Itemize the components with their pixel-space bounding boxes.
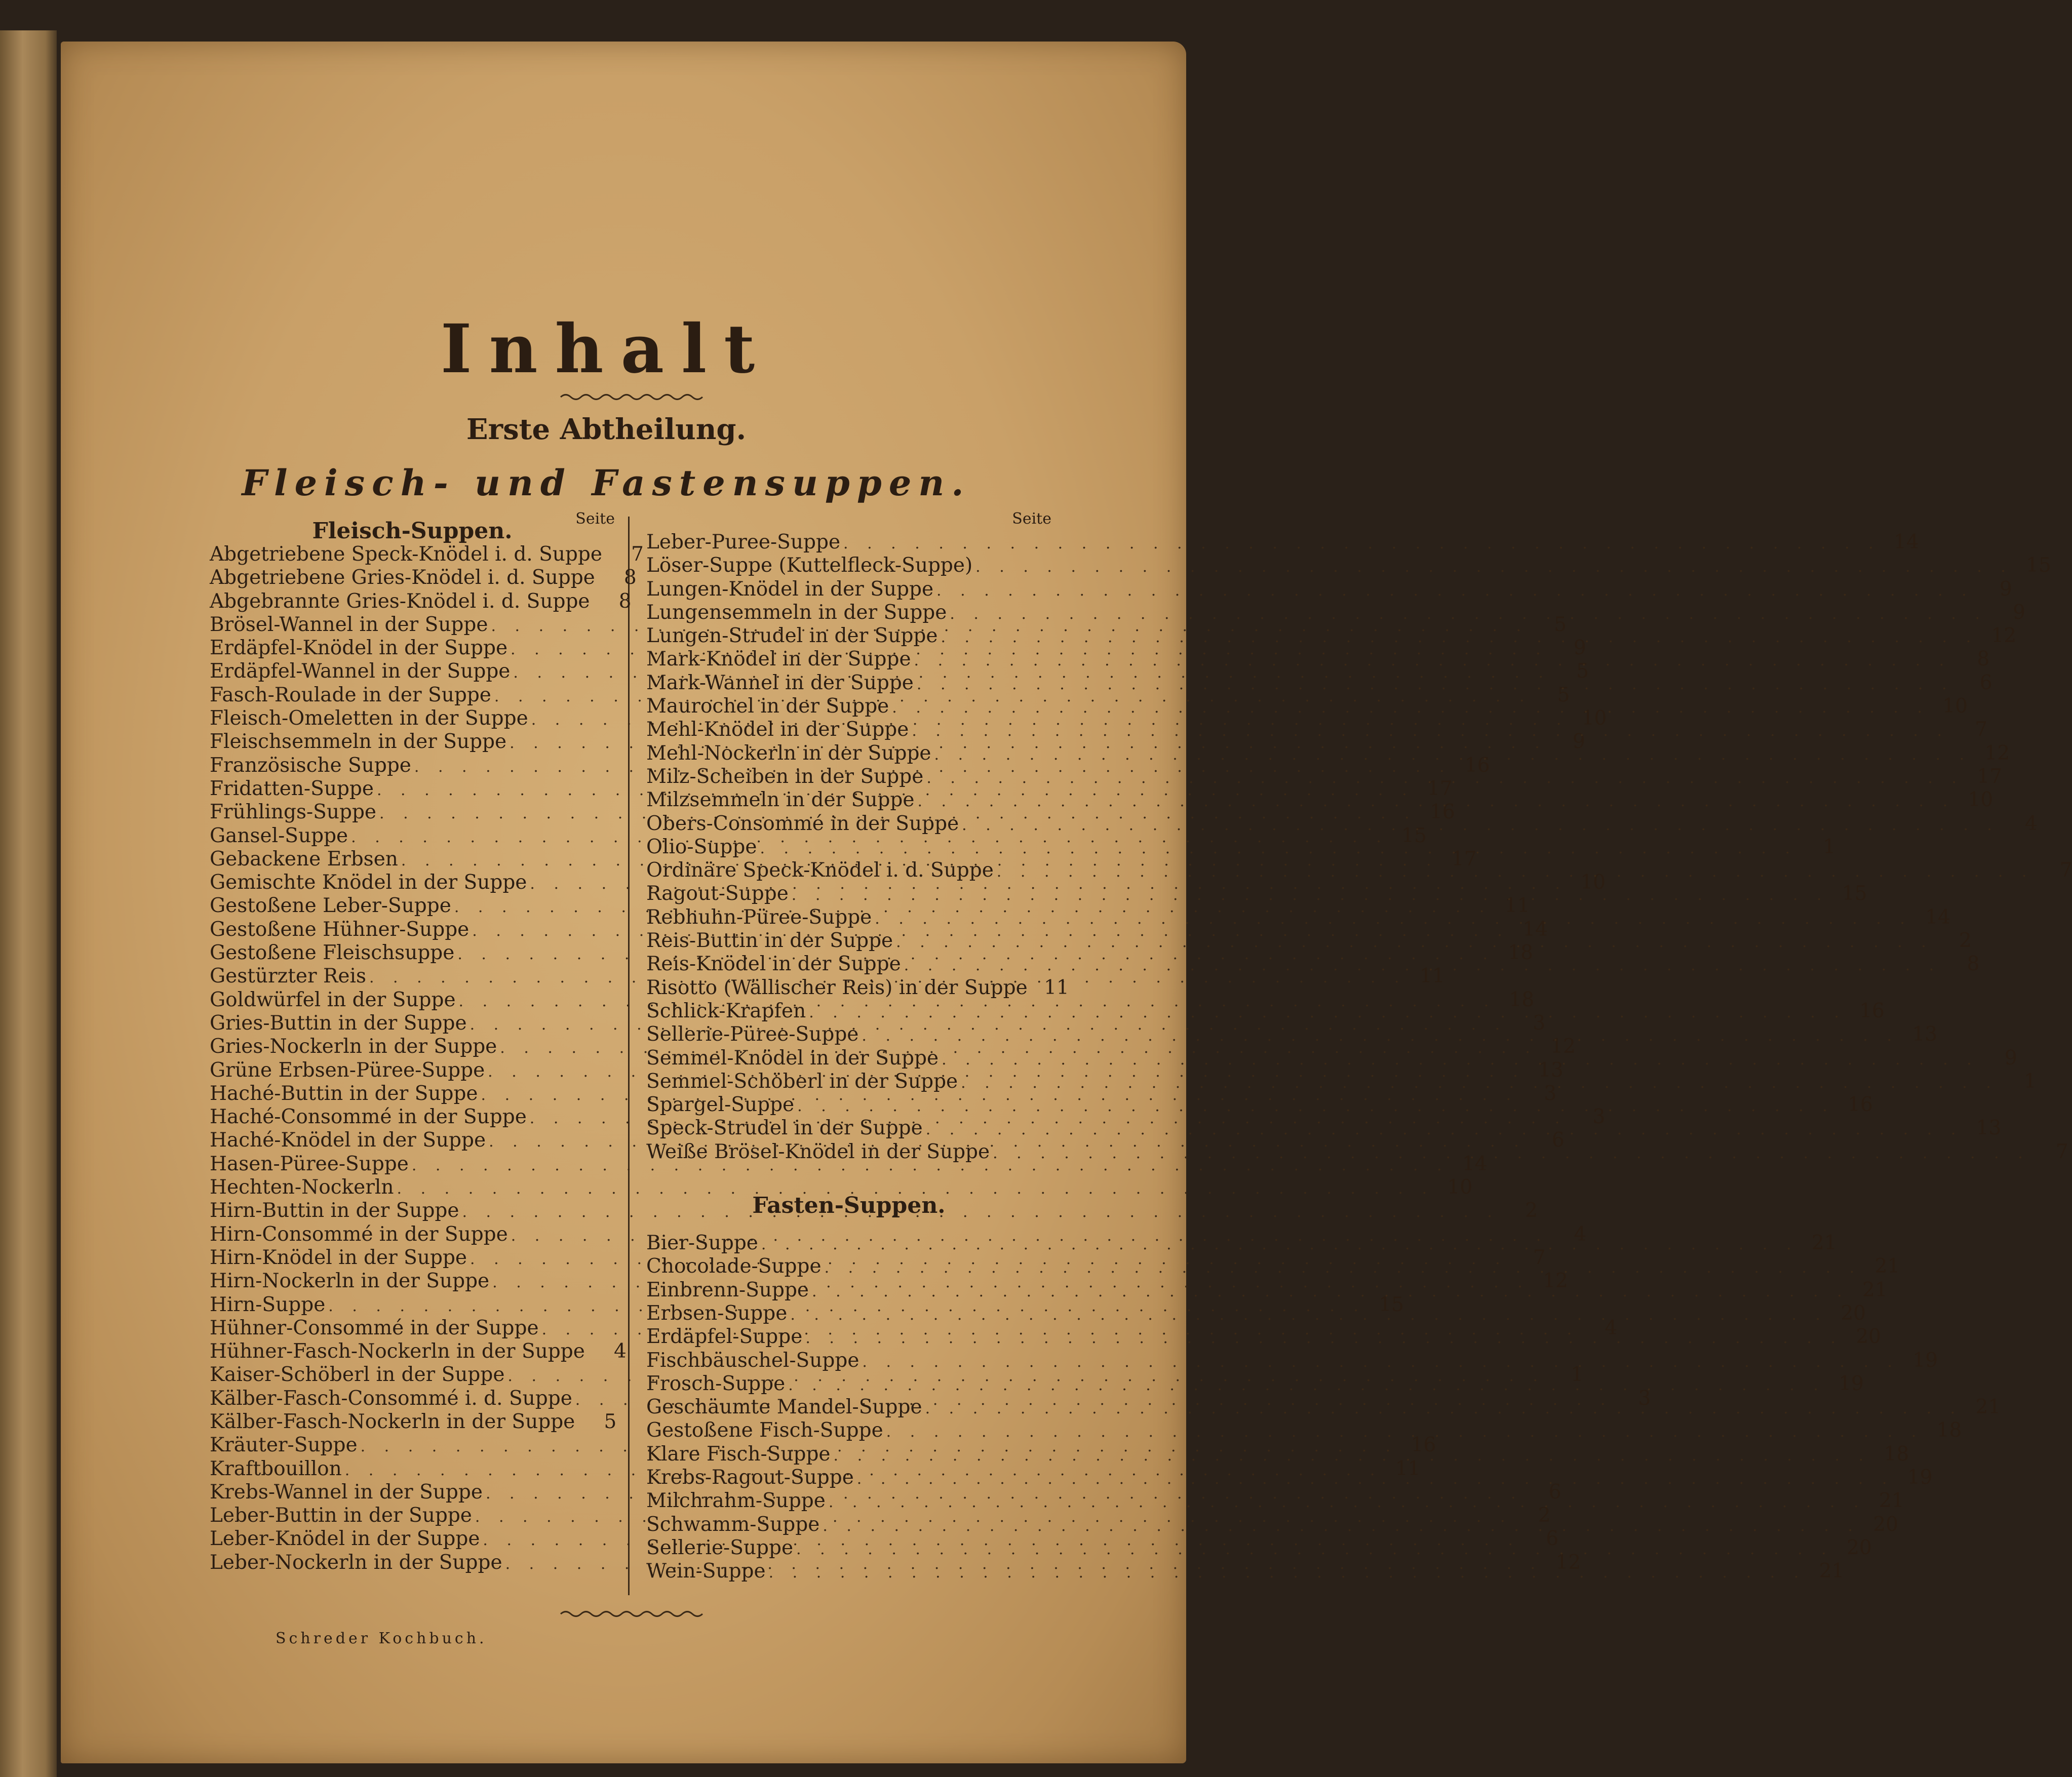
entry-name: Lungen-Strudel in der Suppe (646, 624, 938, 648)
toc-entry (646, 554, 2051, 577)
entry-name: Gestoßene Leber-Suppe (210, 894, 451, 918)
entry-name: Spargel-Suppe (646, 1093, 795, 1117)
entry-name: Semmel-Schöberl in der Suppe (646, 1070, 958, 1093)
entry-name: Hühner-Fasch-Nockerln in der Suppe (210, 1340, 585, 1363)
entry-name: Abgetriebene Gries-Knödel i. d. Suppe (210, 566, 595, 589)
entry-page-number: 19 (1907, 1466, 1933, 1489)
entry-page-number: 20 (1847, 1536, 1872, 1559)
entry-page-number: 10 (1581, 707, 1607, 730)
entry-name: Abgetriebene Speck-Knödel i. d. Suppe (210, 543, 602, 566)
entry-name: Fridatten-Suppe (210, 777, 374, 800)
toc-entry (646, 741, 2010, 765)
entry-page-number: 15 (1379, 1293, 1404, 1316)
entry-page-number: 21 (1862, 1278, 1888, 1301)
entry-name: Hirn-Nockerln in der Suppe (210, 1270, 490, 1293)
leader-dots (857, 1468, 1894, 1491)
entry-page-number: 8 (618, 589, 632, 613)
entry-name: Chocolade-Suppe (646, 1255, 822, 1278)
entry-name: Gansel-Suppe (210, 824, 348, 847)
leader-dots (961, 1072, 1998, 1095)
entry-name: Gries-Buttin in der Suppe (210, 1011, 467, 1035)
leader-dots (809, 1001, 1846, 1024)
leader-dots (926, 1118, 1963, 1141)
leader-dots (829, 1491, 1866, 1514)
toc-entry (646, 1117, 2002, 1140)
entry-name: Hirn-Consommé in der Suppe (210, 1222, 508, 1246)
entry-page-number: 3 (1533, 1011, 1546, 1035)
entry-name: Hirn-Buttin in der Suppe (210, 1199, 459, 1222)
entry-name: Goldwürfel in der Suppe (210, 988, 456, 1011)
leader-dots (950, 603, 1987, 626)
entry-name: Fleisch-Omeletten in der Suppe (210, 707, 528, 730)
entry-page-number: 5 (604, 1410, 617, 1433)
entry-page-number: 2 (1959, 929, 1972, 953)
entry-name: Lungen-Knödel in der Suppe (646, 577, 934, 601)
leader-dots (941, 626, 1978, 649)
entry-name: Erdäpfel-Suppe (646, 1325, 803, 1349)
entry-page-number: 5 (1554, 613, 1567, 636)
entry-page-number: 9 (1572, 730, 1585, 754)
entry-page-number: 11 (1044, 976, 1069, 999)
toc-entry (646, 1255, 1900, 1278)
entry-name: Hasen-Püree-Suppe (210, 1152, 409, 1175)
toc-entry (210, 1340, 627, 1363)
entry-name: Kraftbouillon (210, 1457, 342, 1480)
entry-name: Fischbäuschel-Suppe (646, 1349, 859, 1372)
leader-dots (812, 1280, 1849, 1304)
leader-dots (796, 1538, 1833, 1561)
entry-page-number: 16 (1430, 801, 1455, 824)
entry-page-number: 6 (1546, 1527, 1559, 1551)
entry-name: Gries-Nockerln in der Suppe (210, 1035, 497, 1058)
entry-name: Klare Fisch-Suppe (646, 1442, 831, 1466)
entry-page-number: 4 (2024, 812, 2038, 835)
left-page-edge (0, 30, 57, 1777)
leader-dots (886, 1420, 1924, 1444)
toc-entry (646, 1372, 1864, 1396)
entry-name: Löser-Suppe (Kuttelfleck-Suppe) (646, 554, 973, 577)
entry-name: Krebs-Wannel in der Suppe (210, 1480, 483, 1504)
leader-dots (993, 1142, 2030, 1165)
entry-page-number: 11 (1504, 894, 1530, 918)
entry-page-number: 3 (1544, 1082, 1557, 1105)
entry-page-number: 3 (1592, 1105, 1606, 1129)
leader-dots (975, 556, 2013, 579)
entry-name: Hirn-Knödel in der Suppe (210, 1246, 467, 1269)
leader-dots (942, 1048, 1979, 1072)
toc-entry (646, 624, 2017, 648)
entry-page-number: 12 (1543, 1270, 1568, 1293)
entry-name: Frühlings-Suppe (210, 801, 377, 824)
leader-dots (769, 1561, 1806, 1585)
leader-dots (904, 954, 1941, 977)
entry-page-number: 20 (1856, 1325, 1881, 1349)
entry-page-number: 9 (2004, 1046, 2017, 1070)
toc-entry (646, 695, 1968, 718)
entry-name: Mark-Wannel in der Suppe (646, 671, 914, 694)
leader-dots (761, 1233, 1799, 1256)
leader-dots (934, 743, 1972, 767)
entry-name: Fleischsemmeln in der Suppe (210, 730, 507, 754)
entry-name: Kälber-Fasch-Consommé i. d. Suppe (210, 1387, 572, 1410)
entry-page-number: 3 (1638, 1387, 1651, 1410)
entry-page-number: 15 (1842, 882, 1867, 905)
entry-page-number: 16 (1859, 999, 1885, 1022)
entry-name: Reis-Buttin in der Suppe (646, 929, 893, 953)
entry-page-number: 2 (1538, 1504, 1551, 1527)
toc-entry (646, 1325, 1881, 1349)
toc-entry (646, 1396, 2001, 1419)
entry-page-number: 8 (1967, 953, 1980, 976)
leader-dots (790, 1304, 1827, 1327)
entry-page-number: 5 (1576, 660, 1589, 683)
entry-name: Erdäpfel-Wannel in der Suppe (210, 660, 511, 683)
entry-name: Sellerie-Suppe (646, 1536, 794, 1559)
leader-dots (875, 907, 1912, 931)
entry-name: Leber-Nockerln in der Suppe (210, 1551, 502, 1574)
entry-name: Krebs-Ragout-Suppe (646, 1466, 854, 1489)
entry-name: Hühner-Consommé in der Suppe (210, 1316, 539, 1339)
entry-name: Reis-Knödel in der Suppe (646, 953, 901, 976)
entry-name: Fasch-Roulade in der Suppe (210, 683, 491, 706)
entry-page-number: 14 (1894, 531, 1919, 554)
leader-dots (760, 837, 1797, 860)
entry-name: Mehl-Nockerln in der Suppe (646, 741, 931, 765)
entry-page-number: 18 (1936, 1419, 1962, 1442)
entry-name: Maurochel in der Suppe (646, 695, 889, 718)
entry-page-number: 6 (1979, 671, 1992, 694)
entry-page-number: 15 (2026, 554, 2051, 577)
leader-dots (892, 696, 1929, 720)
toc-entry (646, 976, 1069, 1000)
entry-name: Hirn-Suppe (210, 1293, 326, 1316)
leader-dots (797, 1095, 1834, 1118)
leader-dots (862, 1024, 1899, 1048)
entry-name: Lungensemmeln in der Suppe (646, 601, 947, 624)
entry-page-number: 14 (1462, 1152, 1488, 1175)
entry-page-number: 16 (1848, 1093, 1873, 1117)
entry-page-number: 21 (1819, 1560, 1845, 1583)
entry-name: Semmel-Knödel in der Suppe (646, 1046, 939, 1070)
entry-name: Gebackene Erbsen (210, 847, 398, 871)
toc-entry (646, 1536, 1872, 1560)
leader-dots (792, 884, 1829, 907)
entry-name: Ordinäre Speck-Knödel i. d. Suppe (646, 859, 994, 882)
toc-entry (646, 531, 1919, 554)
toc-entry (210, 1152, 1488, 1176)
entry-name: Abgebrannte Gries-Knödel i. d. Suppe (210, 589, 590, 613)
leader-dots (825, 1256, 1862, 1280)
entry-page-number: 6 (1551, 1129, 1565, 1152)
entry-name: Mehl-Knödel in der Suppe (646, 718, 909, 741)
entry-name: Hechten-Nockerln (210, 1176, 394, 1199)
toc-entry (210, 1410, 615, 1434)
entry-name: Leber-Puree-Suppe (646, 531, 841, 554)
entry-page-number: 1 (2023, 1070, 2037, 1093)
entry-page-number: 8 (1977, 648, 1990, 671)
toc-entry (646, 1093, 1873, 1117)
toc-entry (646, 1513, 1898, 1536)
entry-name: Leber-Buttin in der Suppe (210, 1504, 472, 1527)
entry-page-number: 19 (1839, 1372, 1864, 1395)
entry-name: Gestoßene Hühner-Suppe (210, 918, 470, 941)
entry-page-number: 12 (1550, 1035, 1576, 1058)
entry-page-number: 9 (2013, 601, 2025, 624)
leader-dots (962, 814, 1999, 837)
leader-dots (936, 579, 1974, 603)
entry-page-number: 7 (2055, 1140, 2068, 1163)
leader-dots (926, 767, 1964, 790)
toc-entry (646, 601, 2025, 624)
leader-dots (917, 790, 1954, 813)
leader-dots (912, 720, 1949, 743)
entry-name: Olio-Suppe (646, 835, 757, 858)
entry-page-number: 21 (1879, 1489, 1904, 1513)
entry-name: Mark-Knödel in der Suppe (646, 648, 911, 671)
entry-page-number: 5 (1557, 683, 1570, 706)
fasten-heading: Fasten-Suppen. (752, 1193, 946, 1219)
bottom-ornament (561, 1609, 702, 1618)
entry-page-number: 10 (1580, 871, 1606, 894)
entry-name: Risotto (Wällischer Reis) in der Suppe (646, 976, 1028, 999)
leader-dots (788, 1374, 1825, 1397)
entry-name: Wein-Suppe (646, 1560, 766, 1583)
toc-entry (210, 543, 644, 566)
entry-page-number: 12 (1555, 1551, 1581, 1574)
entry-name: Milzsemmeln in der Suppe (646, 788, 915, 812)
entry-page-number: 11 (1419, 965, 1445, 988)
leader-dots (917, 673, 1954, 696)
toc-entry (646, 648, 1990, 671)
entry-name: Speck-Strudel in der Suppe (646, 1117, 923, 1140)
entry-name: Grüne Erbsen-Püree-Suppe (210, 1058, 485, 1082)
entry-page-number: 13 (1912, 1023, 1938, 1046)
toc-entry (646, 1419, 1962, 1442)
entry-page-number: 13 (1538, 1058, 1563, 1082)
right-column (646, 507, 2072, 1583)
entry-page-number: 15 (1401, 824, 1427, 847)
entry-page-number: 21 (1975, 1396, 2001, 1419)
leader-dots (914, 649, 1951, 673)
leader-dots (823, 1515, 1860, 1538)
entry-name: Haché-Consommé in der Suppe (210, 1105, 527, 1129)
entry-page-number: 1 (1823, 835, 1836, 858)
entry-name: Gestoßene Fisch-Suppe (646, 1419, 883, 1442)
entry-name: Gemischte Knödel in der Suppe (210, 871, 527, 894)
entry-page-number: 6 (1548, 1480, 1561, 1504)
entry-name: Gestürzter Reis (210, 965, 366, 988)
entry-page-number: 21 (1811, 1232, 1837, 1255)
entry-page-number: 4 (613, 1340, 627, 1363)
footer-signature: Schreder Kochbuch. (276, 1630, 487, 1647)
entry-page-number: 7 (1975, 718, 1988, 741)
toc-entry (646, 1489, 1904, 1513)
entry-page-number: 12 (1984, 741, 2010, 765)
toc-entry (646, 1023, 1938, 1046)
entry-page-number: 20 (1873, 1513, 1898, 1536)
entry-page-number: 21 (1874, 1255, 1900, 1278)
entry-page-number: 18 (1508, 941, 1533, 965)
entry-page-number: 7 (1533, 1246, 1546, 1269)
toc-entry (646, 1232, 1837, 1255)
entry-page-number: 10 (1968, 788, 1993, 812)
entry-page-number: 10 (1942, 695, 1968, 718)
entry-name: Einbrenn-Suppe (646, 1278, 809, 1301)
entry-name: Erdäpfel-Knödel in der Suppe (210, 637, 508, 660)
page-col-label-right: Seite (1012, 510, 1051, 528)
leader-dots (862, 1351, 1899, 1374)
leader-dots (896, 931, 1933, 954)
entry-name: Erbsen-Suppe (646, 1301, 788, 1325)
entry-page-number: 20 (1841, 1301, 1866, 1325)
entry-page-number: 4 (1574, 1222, 1587, 1246)
entry-page-number: 14 (1522, 918, 1548, 941)
section-label: Erste Abtheilung. (466, 413, 747, 446)
entry-name: Ragout-Suppe (646, 882, 789, 905)
entry-page-number: 17 (1451, 847, 1477, 871)
entry-name: Haché-Knödel in der Suppe (210, 1129, 486, 1152)
entry-page-number: 17 (1977, 765, 2002, 788)
entry-name: Rebhuhn-Püree-Suppe (646, 905, 872, 929)
toc-entry (210, 566, 637, 589)
entry-name: Sellerie-Püree-Suppe (646, 1023, 859, 1046)
entry-page-number: 16 (1411, 1434, 1436, 1457)
entry-page-number: 11 (1395, 1457, 1421, 1480)
entry-name: Schlick-Krapfen (646, 999, 806, 1022)
entry-name: Milz-Scheiben in der Suppe (646, 765, 924, 788)
entry-name: Frosch-Suppe (646, 1372, 786, 1395)
entry-name: Bier-Suppe (646, 1232, 758, 1255)
entry-page-number: 19 (1912, 1349, 1938, 1372)
entry-page-number: 18 (1509, 988, 1535, 1011)
entry-page-number: 9 (1999, 577, 2012, 601)
leader-dots (843, 532, 1881, 556)
section-title: Fleisch- und Fastensuppen. (242, 462, 971, 504)
entry-name: Weiße Brösel-Knödel in der Suppe (646, 1140, 990, 1163)
entry-name: Haché-Buttin in der Suppe (210, 1082, 478, 1105)
leader-dots (805, 1327, 1843, 1350)
entry-page-number: 2 (1525, 1199, 1538, 1222)
leader-dots (925, 1397, 1963, 1420)
entry-page-number: 17 (1427, 777, 1453, 800)
entry-page-number: 12 (1991, 624, 2017, 648)
entry-page-number: 14 (1925, 905, 1950, 929)
fleisch-heading: Fleisch-Suppen. (312, 518, 513, 544)
page-title: Inhalt (440, 310, 772, 388)
leader-dots (834, 1444, 1871, 1468)
entry-name: Kaiser-Schöberl in der Suppe (210, 1363, 505, 1387)
entry-page-number: 1 (1571, 1363, 1584, 1387)
entry-name: Obers-Consommé in der Suppe (646, 812, 959, 835)
entry-page-number: 16 (1464, 754, 1490, 777)
entry-page-number: 18 (1884, 1442, 1909, 1466)
entry-name: Kälber-Fasch-Nockerln in der Suppe (210, 1410, 575, 1433)
toc-entry (210, 1176, 1473, 1199)
entry-name: Geschäumte Mandel-Suppe (646, 1396, 922, 1419)
entry-name: Kräuter-Suppe (210, 1434, 358, 1457)
toc-entry (646, 577, 2012, 601)
entry-page-number: 8 (623, 566, 637, 589)
toc-entry (210, 589, 632, 613)
toc-entry (646, 671, 1992, 695)
entry-page-number: 4 (1605, 1316, 1618, 1339)
entry-page-number: 7 (2059, 859, 2072, 882)
entry-page-number: 7 (631, 543, 644, 566)
entry-name: Schwamm-Suppe (646, 1513, 820, 1536)
entry-name: Gestoßene Fleischsuppe (210, 941, 455, 965)
entry-page-number: 9 (1573, 637, 1586, 660)
entry-page-number: 10 (1447, 1176, 1473, 1199)
title-ornament (561, 392, 702, 402)
page-col-label-left: Seite (575, 510, 615, 528)
entry-name: Leber-Knödel in der Suppe (210, 1527, 480, 1551)
toc-entry (646, 1349, 1938, 1372)
entry-name: Französische Suppe (210, 754, 411, 777)
leader-dots (997, 860, 2034, 884)
entry-page-number: 13 (1976, 1117, 2002, 1140)
entry-name: Brösel-Wannel in der Suppe (210, 613, 488, 636)
entry-name: Milchrahm-Suppe (646, 1489, 826, 1513)
